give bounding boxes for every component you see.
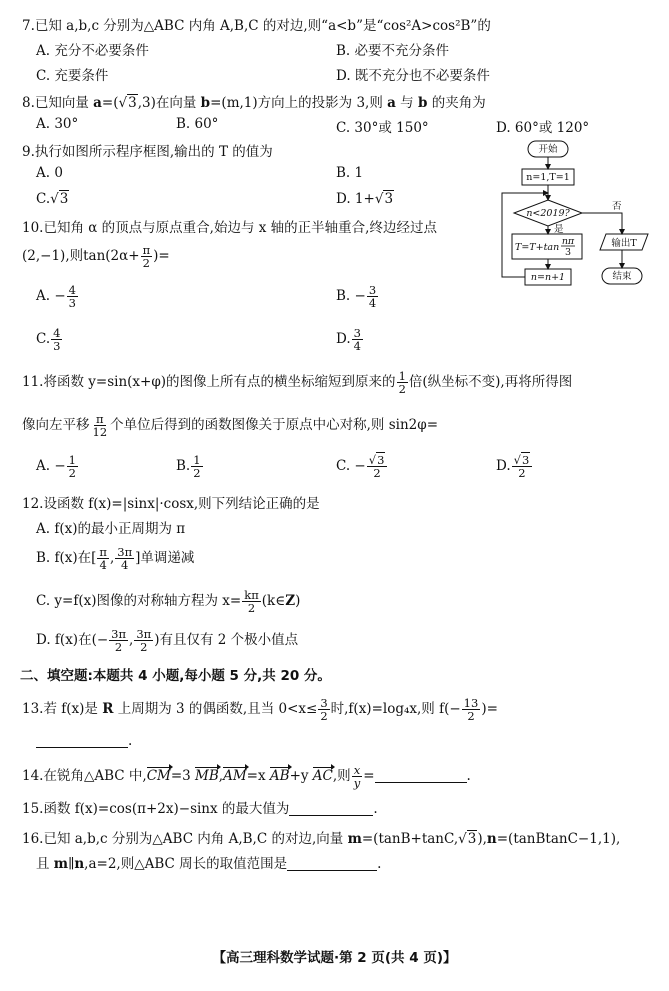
flowchart-condition <box>514 200 582 226</box>
q9-option-a: A. 0 <box>36 165 63 181</box>
q16-stem-line1: 16.已知 a,b,c 分别为△ABC 内角 A,B,C 的对边,向量 m=(tanB+tanC,√3),n=(tanBtanC−1,1), <box>22 831 621 847</box>
q15-answer-blank[interactable] <box>289 801 373 816</box>
flowchart-output <box>600 234 648 250</box>
q11-option-d: D. $\frac{√3}{2}$ <box>496 454 533 479</box>
q14-answer-blank[interactable] <box>375 768 467 783</box>
q13-answer-blank[interactable]: . <box>36 733 132 749</box>
flowchart-condition-label: n<2019? <box>526 208 570 219</box>
q9-option-c: C.√3 <box>36 191 69 207</box>
q9-option-d: D. 1+√3 <box>336 191 394 207</box>
flowchart-increment-label: n=n+1 <box>530 272 566 283</box>
q7-option-a: A. 充分不必要条件 <box>36 43 149 59</box>
q12-option-b: B. f(x)在[ $\frac{\pi}{4}$ , $\frac{3\pi}{4}$ ]单调递减 <box>36 545 195 573</box>
q11-stem-line1: 11.将函数 y=sin(x+φ)的图像上所有点的横坐标缩短到原来的 $\frac{1}{2}$ 倍(纵坐标不变),再将所得图 <box>22 369 573 397</box>
q15-stem: 15.函数 f(x)=cos(π+2x)−sinx 的最大值为 . <box>22 801 378 817</box>
flowchart-end <box>602 268 642 284</box>
q12-option-a: A. f(x)的最小正周期为 π <box>36 521 186 537</box>
q8-stem: 8.已知向量 a=(√3,3)在向量 b=(m,1)方向上的投影为 3,则 a 与 b 的夹角为 <box>22 95 486 111</box>
q7-option-b: B. 必要不充分条件 <box>336 43 450 59</box>
q14-stem: 14.在锐角△ABC 中,CM=3 MB,AM=x AB+y AC,则 $\frac{x}{y}$ = . <box>22 763 471 791</box>
flowchart-init <box>522 169 574 185</box>
page-footer: 【高三理科数学试题·第 2 页(共 4 页)】 <box>212 950 457 966</box>
q8-option-c: C. 30°或 150° <box>336 120 429 136</box>
q10-frac: $\frac{\pi}{2}$ <box>142 243 151 271</box>
q12-option-d: D. f(x)在(− $\frac{3\pi}{2}$ , $\frac{3\pi}{2}$ )有且仅有 2 个极小值点 <box>36 627 299 655</box>
flowchart-yes-label: 是 <box>554 224 564 235</box>
q7-option-d: D. 既不充分也不必要条件 <box>336 68 490 84</box>
q11-stem-line2: 像向左平移 $\frac{\pi}{12}$ 个单位后得到的函数图像关于原点中心对称,则 sin2φ= <box>22 412 439 440</box>
flowchart-body-label: T=T+tan <box>515 242 560 253</box>
q10-stem-line1: 10.已知角 α 的顶点与原点重合,始边与 x 轴的正半轴重合,终边经过点 <box>22 220 437 236</box>
flowchart-no-label: 否 <box>612 201 622 212</box>
flowchart-start-label: 开始 <box>538 144 558 155</box>
flowchart-body <box>512 234 582 259</box>
q10-option-c: C. $\frac{4}{3}$ <box>36 326 61 354</box>
q12-stem: 12.设函数 f(x)=|sinx|·cosx,则下列结论正确的是 <box>22 496 320 512</box>
q16-stem-line2: 且 m∥n,a=2,则△ABC 周长的取值范围是 . <box>36 856 382 872</box>
flowchart-increment <box>525 269 571 285</box>
section-fill-in-heading: 二、填空题:本题共 4 小题,每小题 5 分,共 20 分。 <box>20 668 331 684</box>
q11-option-c: C. − $\frac{√3}{2}$ <box>336 454 388 479</box>
q9-option-b: B. 1 <box>336 165 364 181</box>
q13-stem: 13.若 f(x)是 R 上周期为 3 的偶函数,且当 0<x≤ $\frac{3}{2}$ 时,f(x)=log₄x,则 f(− $\frac{13}{2}$ )= <box>22 696 498 724</box>
flowchart-body-num: nπ <box>561 236 575 247</box>
q10-option-b: B. − $\frac{3}{4}$ <box>336 283 377 311</box>
flowchart <box>498 138 666 298</box>
q10-option-d: D. $\frac{3}{4}$ <box>336 326 361 354</box>
arrow-cond-output <box>582 213 622 234</box>
q11-option-a: A. − $\frac{1}{2}$ <box>36 453 76 481</box>
q10-stem-line2: (2,−1),则tan(2α+ $\frac{\pi}{2}$ )= <box>22 243 170 271</box>
flowchart-start <box>528 141 568 157</box>
q8-option-b: B. 60° <box>176 116 219 132</box>
flowchart-init-label: n=1,T=1 <box>526 172 570 183</box>
q11-option-b: B. $\frac{1}{2}$ <box>176 453 201 481</box>
q7-option-c: C. 充要条件 <box>36 68 109 84</box>
flowchart-output-label: 输出T <box>611 238 637 249</box>
q16-answer-blank[interactable] <box>287 856 377 871</box>
q9-stem: 9.执行如图所示程序框图,输出的 T 的值为 <box>22 144 273 160</box>
arrow-loop-back <box>502 193 548 277</box>
q7-stem: 7.已知 a,b,c 分别为△ABC 内角 A,B,C 的对边,则“a<b”是“cos²A>cos²B”的 <box>22 18 491 34</box>
flowchart-body-den: 3 <box>564 247 572 258</box>
q8-option-d: D. 60°或 120° <box>496 120 590 136</box>
flowchart-end-label: 结束 <box>612 271 632 282</box>
q10-option-a: A. − $\frac{4}{3}$ <box>36 283 76 311</box>
q12-option-c: C. y=f(x)图像的对称轴方程为 x= $\frac{k\pi}{2}$ (k∈Z) <box>36 588 301 616</box>
q8-option-a: A. 30° <box>36 116 79 132</box>
